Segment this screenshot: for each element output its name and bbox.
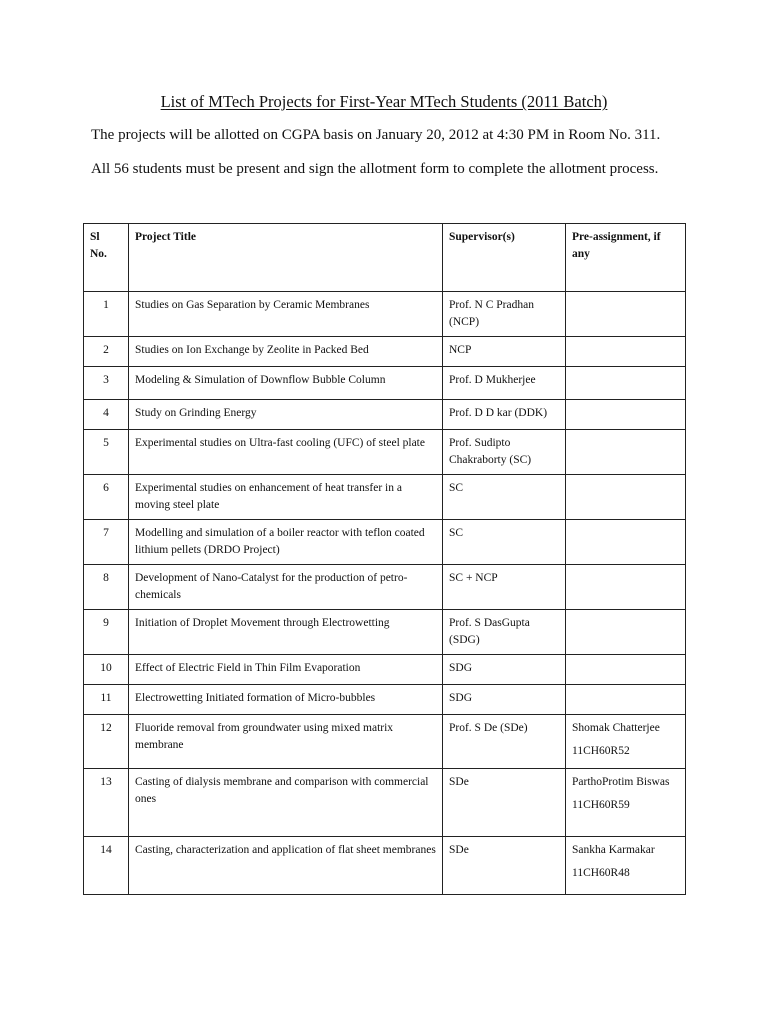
project-title-cell: Studies on Gas Separation by Ceramic Membranes	[129, 292, 443, 337]
supervisor-cell: SDG	[443, 655, 566, 685]
project-title-cell: Development of Nano-Catalyst for the production of petro-chemicals	[129, 565, 443, 610]
sl-no-cell: 14	[84, 837, 129, 895]
project-title-cell: Modeling & Simulation of Downflow Bubble Column	[129, 367, 443, 400]
allotment-info-paragraph: The projects will be allotted on CGPA basis on January 20, 2012 at 4:30 PM in Room No. 311.	[91, 127, 661, 143]
project-title-cell: Studies on Ion Exchange by Zeolite in Packed Bed	[129, 337, 443, 367]
sl-no-cell: 13	[84, 769, 129, 837]
supervisor-cell: SDe	[443, 769, 566, 837]
supervisors-header: Supervisor(s)	[443, 224, 566, 292]
table-header-row	[84, 224, 686, 292]
sl-header-line2: No.	[90, 248, 107, 260]
supervisor-cell: SDG	[443, 685, 566, 715]
pre-assignment-cell	[566, 610, 686, 655]
sl-no-cell: 4	[84, 400, 129, 430]
table-row	[84, 367, 686, 400]
supervisor-cell: Prof. S DasGupta (SDG)	[443, 610, 566, 655]
pre-assignment-cell	[566, 367, 686, 400]
document-title: List of MTech Projects for First-Year MTech Students (2011 Batch)	[160, 92, 608, 111]
sl-no-cell: 12	[84, 715, 129, 769]
table-row	[84, 337, 686, 367]
table-row	[84, 430, 686, 475]
attendance-info-paragraph: All 56 students must be present and sign the allotment form to complete the allotment process.	[91, 161, 659, 177]
sl-no-cell: 8	[84, 565, 129, 610]
supervisor-cell: Prof. N C Pradhan (NCP)	[443, 292, 566, 337]
pre-assignment-cell	[566, 337, 686, 367]
pre-assignment-cell	[566, 769, 686, 837]
project-title-cell: Modelling and simulation of a boiler reactor with teflon coated lithium pellets (DRDO Project)	[129, 520, 443, 565]
pre-assignment-cell	[566, 292, 686, 337]
pre-assigned-roll-number: 11CH60R52	[572, 745, 630, 757]
project-title-cell: Fluoride removal from groundwater using mixed matrix membrane	[129, 715, 443, 769]
supervisor-cell: SC + NCP	[443, 565, 566, 610]
table-row	[84, 565, 686, 610]
pre-assignment-cell	[566, 565, 686, 610]
sl-no-cell: 7	[84, 520, 129, 565]
supervisor-cell: SC	[443, 520, 566, 565]
table-row	[84, 769, 686, 837]
project-title-cell: Electrowetting Initiated formation of Micro-bubbles	[129, 685, 443, 715]
supervisor-cell: Prof. D Mukherjee	[443, 367, 566, 400]
pre-assigned-student-name: Sankha Karmakar	[572, 844, 655, 856]
project-title-cell: Casting of dialysis membrane and comparison with commercial ones	[129, 769, 443, 837]
pre-assignment-cell	[566, 400, 686, 430]
project-title-cell: Experimental studies on enhancement of heat transfer in a moving steel plate	[129, 475, 443, 520]
pre-assignment-cell	[566, 715, 686, 769]
sl-no-cell: 9	[84, 610, 129, 655]
table-row	[84, 655, 686, 685]
table-row	[84, 400, 686, 430]
table-row	[84, 685, 686, 715]
pre-assignment-cell	[566, 685, 686, 715]
pre-assignment-cell	[566, 475, 686, 520]
project-title-cell: Effect of Electric Field in Thin Film Evaporation	[129, 655, 443, 685]
sl-no-cell: 10	[84, 655, 129, 685]
supervisor-cell: Prof. S De (SDe)	[443, 715, 566, 769]
pre-assigned-roll-number: 11CH60R59	[572, 799, 630, 811]
pre-assignment-cell	[566, 655, 686, 685]
project-title-header: Project Title	[129, 224, 443, 292]
sl-no-cell: 11	[84, 685, 129, 715]
pre-assigned-student-name: Shomak Chatterjee	[572, 722, 660, 734]
supervisor-cell: NCP	[443, 337, 566, 367]
pre-assigned-student-name: ParthoProtim Biswas	[572, 776, 670, 788]
project-title-cell: Initiation of Droplet Movement through Electrowetting	[129, 610, 443, 655]
project-title-cell: Casting, characterization and application of flat sheet membranes	[129, 837, 443, 895]
table-row	[84, 837, 686, 895]
sl-no-cell: 2	[84, 337, 129, 367]
pre-assignment-header: Pre-assignment, if any	[566, 224, 686, 292]
pre-assignment-cell	[566, 520, 686, 565]
project-title-cell: Experimental studies on Ultra-fast cooling (UFC) of steel plate	[129, 430, 443, 475]
sl-no-cell: 3	[84, 367, 129, 400]
sl-header-line1: Sl	[90, 231, 100, 243]
table-row	[84, 610, 686, 655]
supervisor-cell: Prof. Sudipto Chakraborty (SC)	[443, 430, 566, 475]
pre-assignment-cell	[566, 430, 686, 475]
sl-no-header	[84, 224, 129, 292]
supervisor-cell: Prof. D D kar (DDK)	[443, 400, 566, 430]
pre-assigned-roll-number: 11CH60R48	[572, 867, 630, 879]
table-row	[84, 715, 686, 769]
sl-no-cell: 5	[84, 430, 129, 475]
sl-no-cell: 6	[84, 475, 129, 520]
projects-table	[83, 223, 686, 895]
pre-assignment-cell	[566, 837, 686, 895]
table-row	[84, 520, 686, 565]
table-row	[84, 292, 686, 337]
table-row	[84, 475, 686, 520]
sl-no-cell: 1	[84, 292, 129, 337]
supervisor-cell: SC	[443, 475, 566, 520]
project-title-cell: Study on Grinding Energy	[129, 400, 443, 430]
supervisor-cell: SDe	[443, 837, 566, 895]
